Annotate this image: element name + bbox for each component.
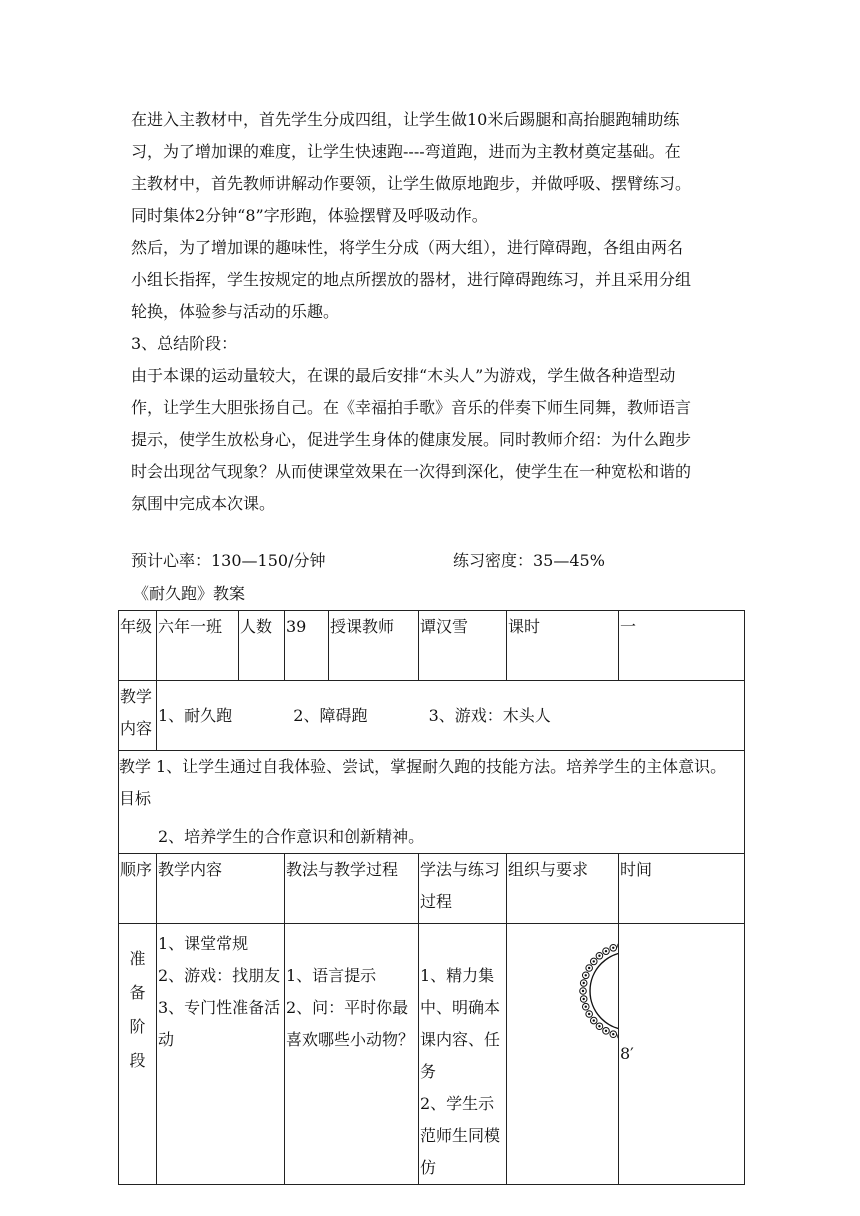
count-value: 39 [285, 611, 329, 681]
table-row-header [119, 854, 745, 924]
header-content: 教学内容 [157, 854, 285, 924]
student-marker-dot [582, 990, 584, 992]
prep-method-item: 1、语言提示 [286, 966, 377, 985]
stage-char: 阶 [129, 1017, 146, 1036]
objectives-label: 教学目标 [119, 757, 152, 808]
student-marker-dot [588, 967, 590, 969]
table-row-content [119, 681, 745, 751]
paragraph-main-material [131, 104, 751, 232]
stage-char: 备 [129, 983, 146, 1002]
prep-learning-item: 2、学生示范师生同模仿 [420, 1094, 501, 1177]
section-heading-summary [131, 328, 751, 360]
text-line: 轮换，体验参与活动的乐趣。 [131, 302, 340, 321]
text-line: 作，让学生大胆张扬自己。在《幸福拍手歌》音乐的伴奏下师生同舞，教师语言 [131, 398, 692, 417]
lesson-plan-title: 《耐久跑》教案 [133, 584, 246, 603]
lesson-plan-table [118, 610, 745, 1185]
text-line: 在进入主教材中，首先学生分成四组，让学生做10米后踢腿和高抬腿跑辅助练 [131, 110, 680, 129]
student-marker-dot [598, 1025, 600, 1027]
text-line: 提示，使学生放松身心，促进学生身体的健康发展。同时教师介绍：为什么跑步 [131, 430, 692, 449]
text-line: 同时集体2分钟“8”字形跑，体验摆臂及呼吸动作。 [131, 206, 488, 225]
stage-char: 段 [129, 1051, 146, 1070]
student-marker-dot [593, 1019, 595, 1021]
prep-method [285, 924, 419, 1185]
hours-value: 一 [619, 611, 745, 681]
student-marker-dot [583, 982, 585, 984]
grade-value: 六年一班 [157, 611, 239, 681]
text-line: 主教材中，首先教师讲解动作要领，让学生做原地跑步，并做呼吸、摆臂练习。 [131, 174, 692, 193]
paragraph-summary [131, 360, 751, 520]
student-marker-dot [588, 1013, 590, 1015]
header-order: 顺序 [119, 854, 157, 924]
practice-density: 练习密度：35—45% [453, 551, 605, 570]
student-marker-dot [585, 1006, 587, 1008]
organization-diagram-cell [507, 924, 619, 1185]
prep-content-item: 2、游戏：找朋友 [158, 966, 281, 985]
content-items [157, 681, 745, 751]
heart-rate: 预计心率：130—150/分钟 [131, 551, 326, 570]
stage-char: 准 [129, 949, 146, 968]
student-marker-dot [612, 1033, 614, 1035]
circle-formation-diagram [579, 938, 619, 1044]
student-marker-dot [585, 974, 587, 976]
stats-line [131, 545, 605, 577]
prep-method-item: 2、问：平时你最喜欢哪些小动物？ [286, 998, 415, 1049]
student-marker-dot [612, 947, 614, 949]
header-method: 教法与教学过程 [285, 854, 419, 924]
objectives-cell [119, 751, 745, 854]
hours-label: 课时 [507, 611, 619, 681]
objectives-line1: 1、让学生通过自我体验、尝试，掌握耐久跑的技能方法。培养学生的主体意识。 [156, 757, 727, 776]
content-item: 1、耐久跑 [158, 705, 233, 725]
prep-content-item: 1、课堂常规 [158, 934, 249, 953]
student-marker-dot [605, 950, 607, 952]
objectives-line2: 2、培养学生的合作意识和创新精神。 [158, 827, 425, 846]
teacher-label: 授课教师 [329, 611, 419, 681]
stage-preparation [119, 924, 157, 1185]
header-time: 时间 [619, 854, 745, 924]
text-line: 时会出现岔气现象？从而使课堂效果在一次得到深化，使学生在一种宽松和谐的 [131, 462, 692, 481]
grade-label: 年级 [119, 611, 157, 681]
prep-content-item: 3、专门性准备活动 [158, 998, 281, 1049]
header-organization: 组织与要求 [507, 854, 619, 924]
heading-text: 3、总结阶段： [131, 334, 238, 353]
paragraph-obstacle-run [131, 232, 751, 328]
text-line: 由于本课的运动量较大，在课的最后安排“木头人”为游戏，学生做各种造型动 [131, 366, 676, 385]
student-marker-dot [593, 960, 595, 962]
table-row-preparation [119, 924, 745, 1185]
student-marker-dot [605, 1030, 607, 1032]
text-line: 习，为了增加课的难度，让学生快速跑----弯道跑，进而为主教材奠定基础。在 [131, 142, 681, 161]
text-line: 氛围中完成本次课。 [131, 494, 276, 513]
table-row-info [119, 611, 745, 681]
student-marker-icon [618, 1033, 619, 1040]
student-marker-dot [598, 955, 600, 957]
content-item: 3、游戏：木头人 [428, 705, 551, 725]
content-label: 教学内容 [119, 681, 157, 751]
content-item: 2、障碍跑 [293, 705, 368, 725]
text-line: 小组长指挥，学生按规定的地点所摆放的器材，进行障碍跑练习，并且采用分组 [131, 270, 692, 289]
student-marker-icon [618, 942, 619, 949]
prep-time: 8′ [619, 924, 745, 1185]
header-learning: 学法与练习过程 [419, 854, 507, 924]
teacher-value: 谭汉雪 [419, 611, 507, 681]
prep-learning-item: 1、精力集中、明确本课内容、任务 [420, 966, 501, 1081]
text-line: 然后，为了增加课的趣味性，将学生分成（两大组），进行障碍跑，各组由两名 [131, 238, 684, 257]
prep-learning [419, 924, 507, 1185]
count-label: 人数 [239, 611, 285, 681]
table-row-objectives [119, 751, 745, 854]
student-marker-dot [583, 998, 585, 1000]
prep-content [157, 924, 285, 1185]
